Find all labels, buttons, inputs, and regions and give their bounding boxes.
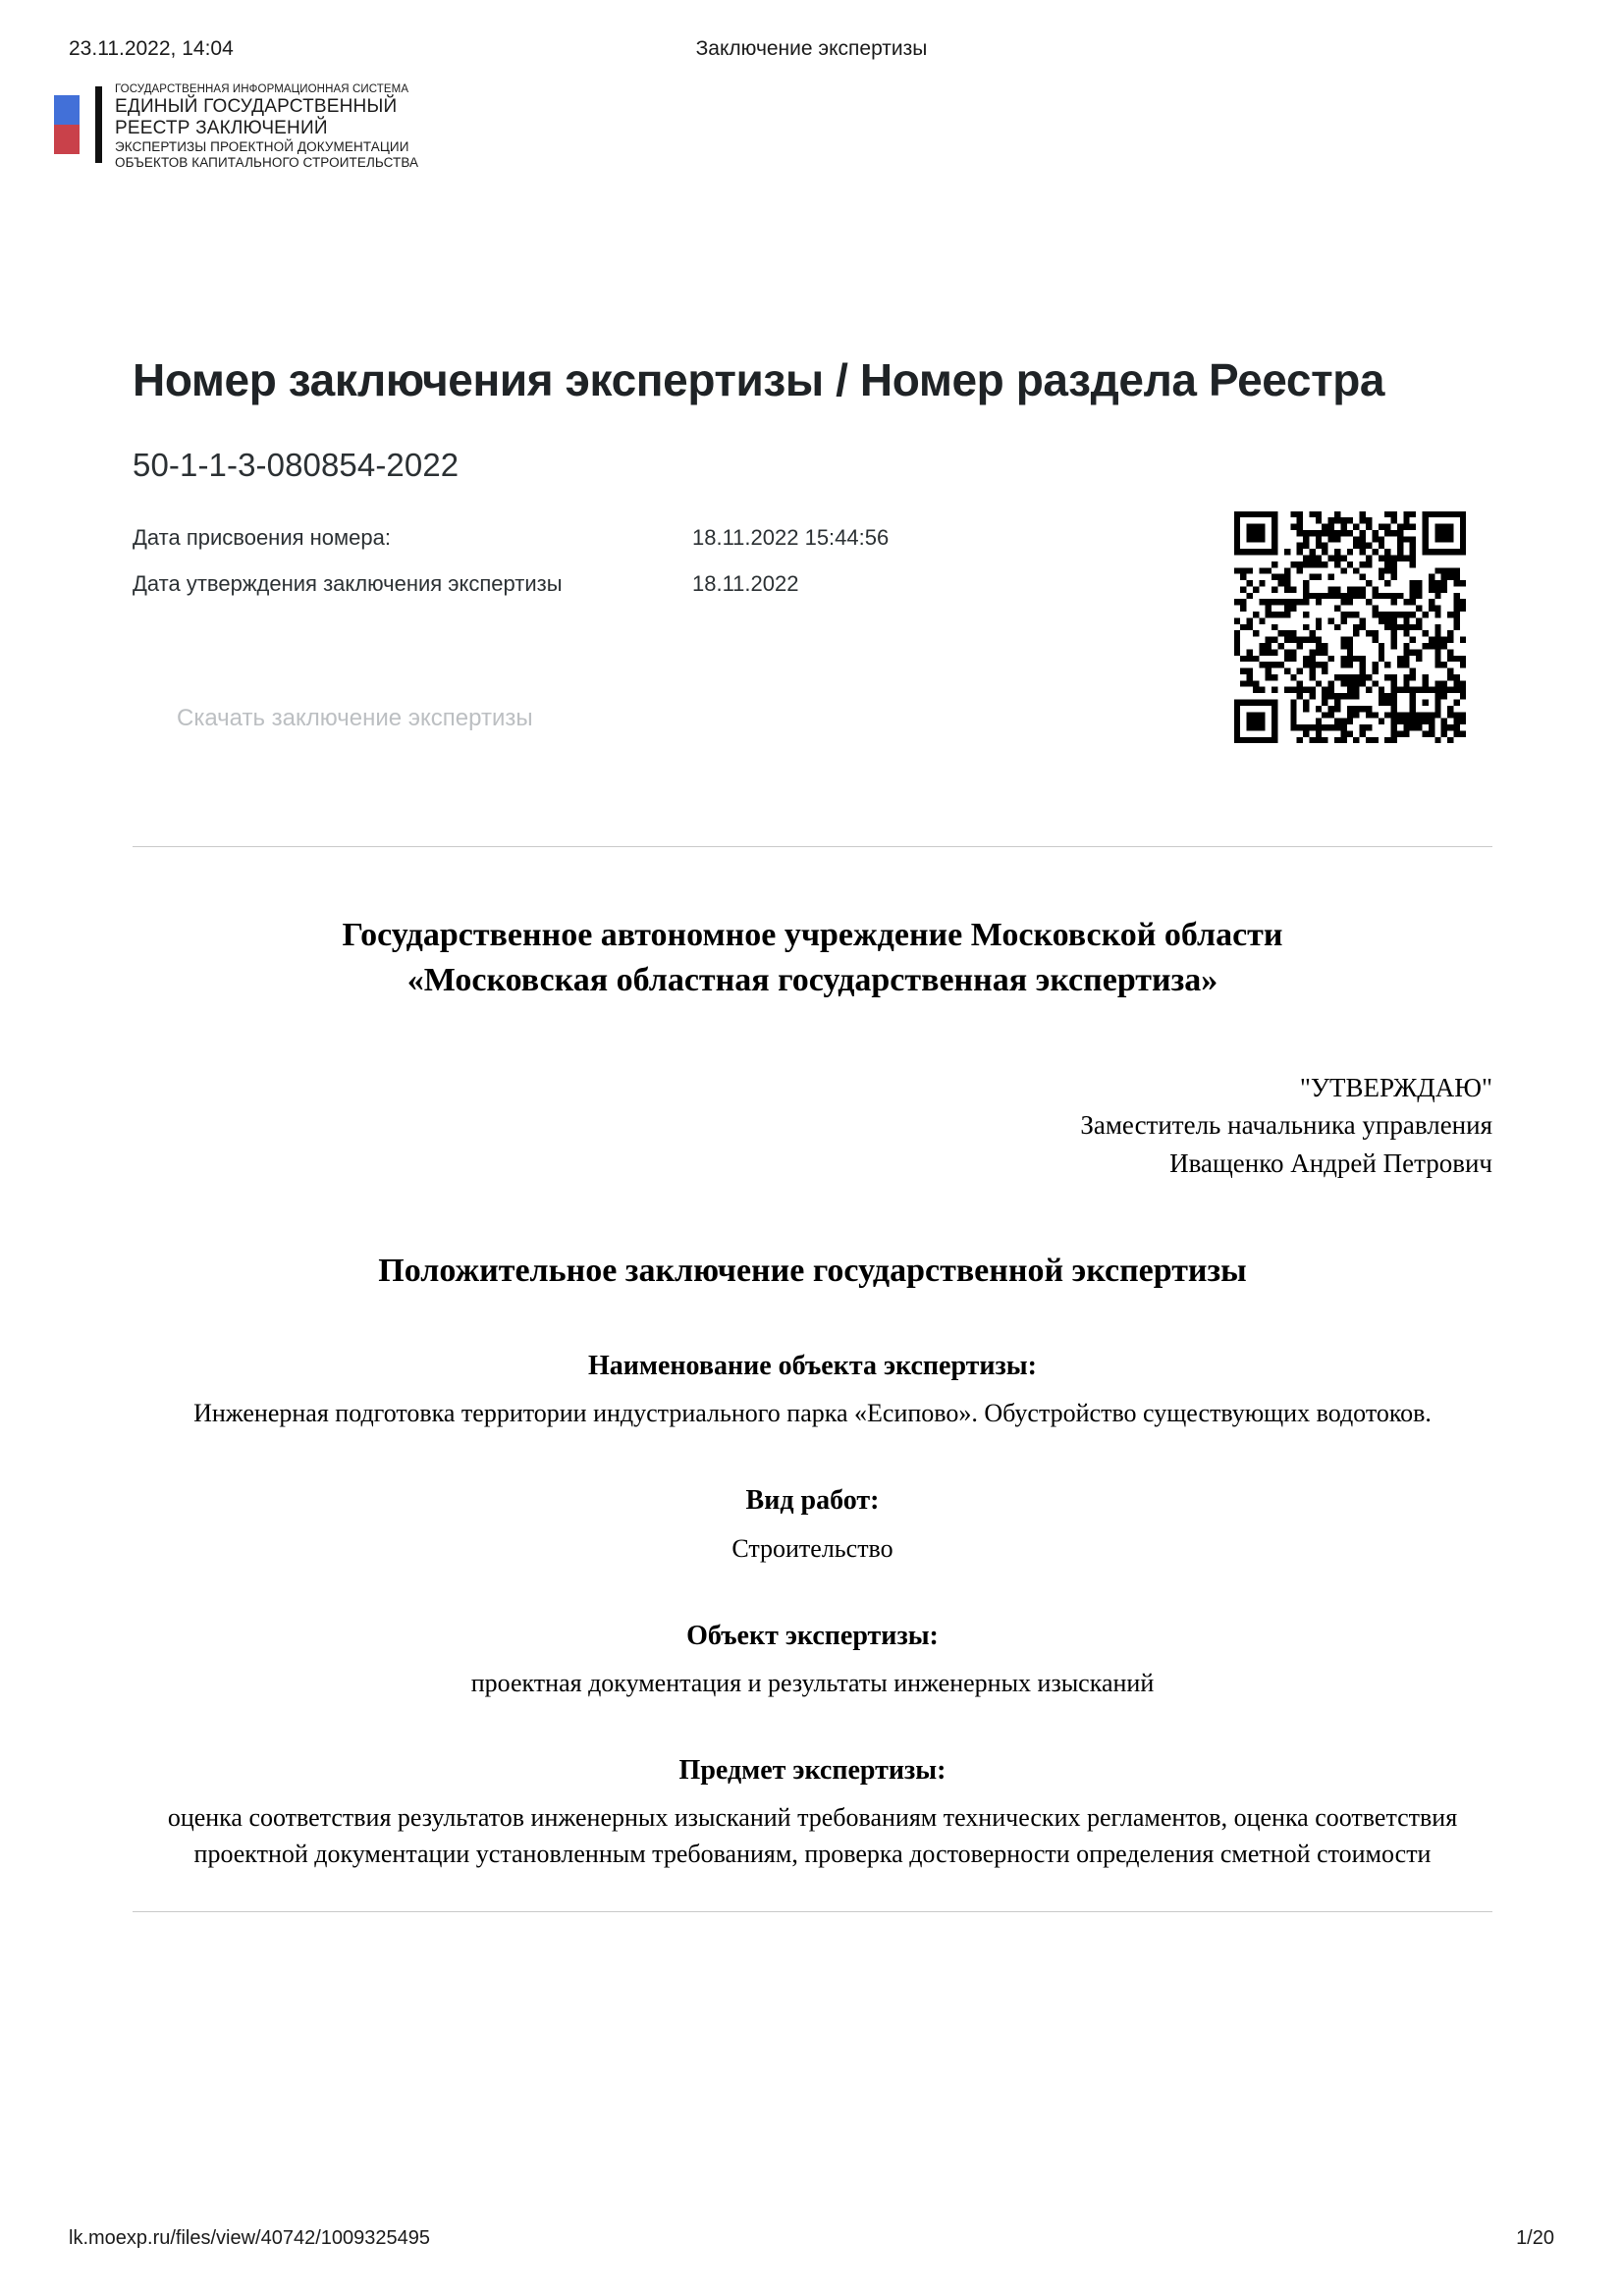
approval-position: Заместитель начальника управления [1080,1110,1492,1141]
logo-line-5: ОБЪЕКТОВ КАПИТАЛЬНОГО СТРОИТЕЛЬСТВА [115,154,419,170]
flag-mark-icon [54,95,80,154]
meta-row-assignment-date [133,525,938,551]
print-footer-page: 1/20 [1516,2227,1554,2249]
section-heading: Вид работ: [745,1485,880,1517]
print-header [69,37,1554,67]
section-object-name [133,1349,1492,1432]
section-body: проектная документация и результаты инженерных изысканий [470,1669,1155,1698]
section-work-type [133,1483,1492,1567]
logo-line-3: РЕЕСТР ЗАКЛЮЧЕНИЙ [115,117,328,138]
print-header-datetime: 23.11.2022, 14:04 [69,37,234,60]
qr-code [1221,499,1479,756]
section-heading: Объект экспертизы: [686,1620,939,1651]
section-heading: Наименование объекта экспертизы: [588,1351,1037,1382]
section-body: Инженерная подготовка территории индустриального парка «Есипово». Обустройство существующих водотоков. [193,1399,1432,1428]
section-body: Строительство [731,1533,893,1563]
section-expertise-matter [133,1753,1492,1873]
meta-row-approval-date [133,571,938,597]
meta-value: 18.11.2022 15:44:56 [692,525,890,550]
section-heading: Предмет экспертизы: [678,1754,947,1786]
logo-text-block [115,83,418,171]
conclusion-title: Положительное заключение государственной экспертизы [378,1253,1247,1290]
section-body [133,1800,1492,1873]
section-body-line2: проектной документации установленным требованиям, проверка достоверности определения сметной стоимости [193,1840,1432,1869]
download-conclusion-link[interactable]: Скачать заключение экспертизы [177,705,533,731]
conclusion-number: 50-1-1-3-080854-2022 [133,447,460,483]
divider-bottom [133,1911,1492,1912]
approval-block [133,1069,1492,1182]
organization-name-line2: «Московская областная государственная экспертиза» [406,961,1218,998]
approval-word: "УТВЕРЖДАЮ" [1299,1073,1492,1103]
logo-line-2: ЕДИНЫЙ ГОСУДАРСТВЕННЫЙ [115,95,398,117]
document-body [133,913,1492,1873]
flag-blue-square [54,95,80,125]
section-expertise-object [133,1619,1492,1702]
section-body-line1: оценка соответствия результатов инженерных изысканий требованиям технических регламентов, оценка соответствия [167,1803,1458,1833]
print-footer-url: lk.moexp.ru/files/view/40742/1009325495 [69,2227,431,2249]
print-header-title: Заключение экспертизы [695,37,928,60]
organization-name [133,913,1492,1002]
divider-top [133,846,1492,847]
egrz-logo [54,83,418,171]
meta-label: Дата утверждения заключения экспертизы [133,571,563,596]
meta-value: 18.11.2022 [692,571,799,596]
organization-name-line1: Государственное автономное учреждение Московской области [342,917,1283,953]
logo-divider-bar [95,86,102,163]
flag-red-square [54,125,80,154]
page-title: Номер заключения экспертизы / Номер раздела Реестра [133,354,1385,405]
approval-person: Иващенко Андрей Петрович [1169,1148,1492,1178]
meta-label: Дата присвоения номера: [133,525,391,550]
logo-line-4: ЭКСПЕРТИЗЫ ПРОЕКТНОЙ ДОКУМЕНТАЦИИ [115,138,409,154]
print-footer [69,2227,1554,2255]
registry-meta-list [133,525,938,617]
logo-line-1: ГОСУДАРСТВЕННАЯ ИНФОРМАЦИОННАЯ СИСТЕМА [115,83,409,95]
